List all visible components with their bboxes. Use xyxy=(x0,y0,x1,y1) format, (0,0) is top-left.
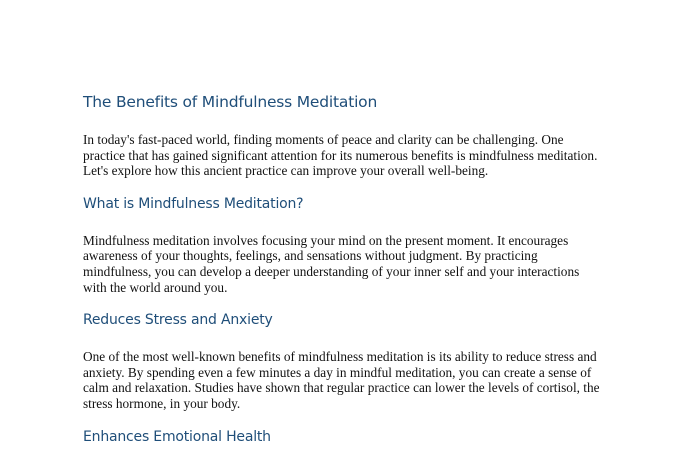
document-content xyxy=(83,92,603,459)
section-heading-what-is-mindfulness: What is Mindfulness Meditation? xyxy=(83,195,304,212)
section-heading-emotional-health: Enhances Emotional Health xyxy=(83,428,271,445)
intro-paragraph: In today's fast-paced world, finding moments of peace and clarity can be challenging. One practice that has gained significant attention for its numerous benefits is mindfulness meditation. Let's explore how this ancient practice can improve your overall well-being. xyxy=(83,132,598,179)
section-body-what-is-mindfulness: Mindfulness meditation involves focusing your mind on the present moment. It encourages awareness of your thoughts, feelings, and sensations without judgment. By practicing mindfulness, you can develop a deeper understanding of your inner self and your interactions with the world around you. xyxy=(83,232,580,295)
section-body-reduces-stress: One of the most well-known benefits of mindfulness meditation is its ability to reduce stress and anxiety. By spending even a few minutes a day in mindful meditation, you can create a sense of calm and relaxation. Studies have shown that regular practice can lower the levels of cortisol, the stress hormone, in your body. xyxy=(83,349,600,411)
document-title: The Benefits of Mindfulness Meditation xyxy=(83,93,378,111)
section-heading-reduces-stress: Reduces Stress and Anxiety xyxy=(83,312,273,329)
